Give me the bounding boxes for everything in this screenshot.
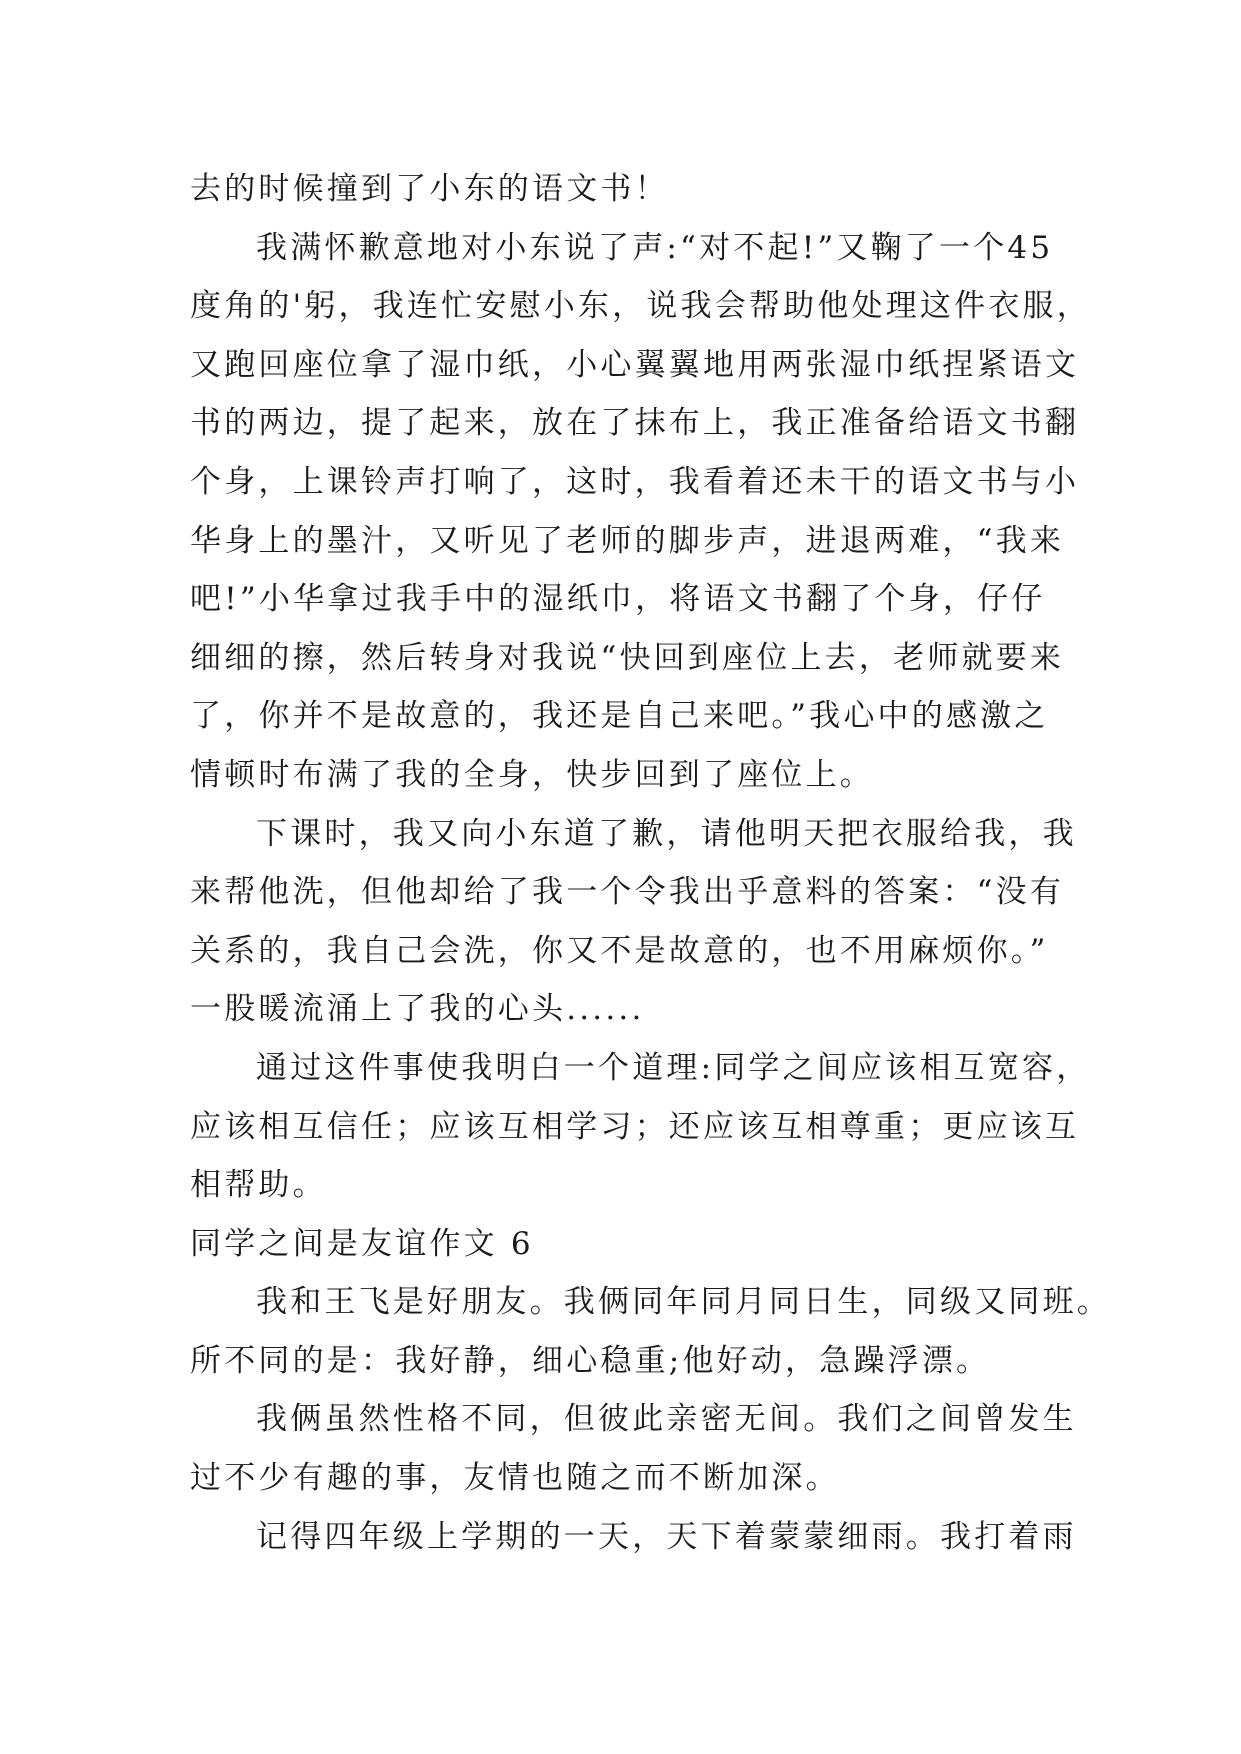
text-line: 吧!”小华拿过我手中的湿纸巾，将语文书翻了个身，仔仔 [190,581,1046,618]
text-line: 度角的'躬，我连忙安慰小东，说我会帮助他处理这件衣服， [190,288,1091,325]
text-line: 一股暖流涌上了我的心头...... [190,991,645,1028]
text-line: 过不少有趣的事，友情也随之而不断加深。 [190,1460,840,1497]
document-body [190,160,1111,1566]
text-line: 又跑回座位拿了湿巾纸，小心翼翼地用两张湿巾纸捏紧语文 [190,346,1080,383]
text-line: 关系的，我自己会洗，你又不是故意的，也不用麻烦你。” [190,932,1049,969]
text-line: 下课时，我又向小东道了歉，请他明天把衣服给我，我 [256,815,1077,852]
text-line: 细细的擦，然后转身对我说“快回到座位上去，老师就要来 [190,639,1065,676]
text-line: 我满怀歉意地对小东说了声:“对不起!”又鞠了一个45 [256,229,1054,266]
text-line: 来帮他洗，但他却给了我一个令我出乎意料的答案：“没有 [190,874,1065,911]
text-line: 了，你并不是故意的，我还是自己来吧。”我心中的感激之 [190,698,1049,735]
section-heading: 同学之间是友谊作文 6 [190,1225,534,1262]
text-line: 个身，上课铃声打响了，这时，我看着还未干的语文书与小 [190,463,1080,500]
text-line: 书的两边，提了起来，放在了抹布上，我正准备给语文书翻 [190,405,1080,442]
text-line: 我俩虽然性格不同，但彼此亲密无间。我们之间曾发生 [256,1401,1077,1438]
text-line: 所不同的是：我好静，细心稳重;他好动，急躁浮漂。 [190,1342,991,1379]
text-line: 华身上的墨汁，又听见了老师的脚步声，进退两难，“我来 [190,522,1065,559]
text-line: 通过这件事使我明白一个道理:同学之间应该相互宽容， [256,1049,1091,1086]
text-line: 我和王飞是好朋友。我俩同年同月同日生，同级又同班。 [256,1284,1111,1321]
text-line: 相帮助。 [190,1167,327,1204]
text-line: 应该相互信任；应该互相学习；还应该互相尊重；更应该互 [190,1108,1080,1145]
text-line: 记得四年级上学期的一天，天下着蒙蒙细雨。我打着雨 [256,1518,1077,1555]
text-line: 去的时候撞到了小东的语文书！ [190,171,669,207]
text-line: 情顿时布满了我的全身，快步回到了座位上。 [190,756,874,793]
